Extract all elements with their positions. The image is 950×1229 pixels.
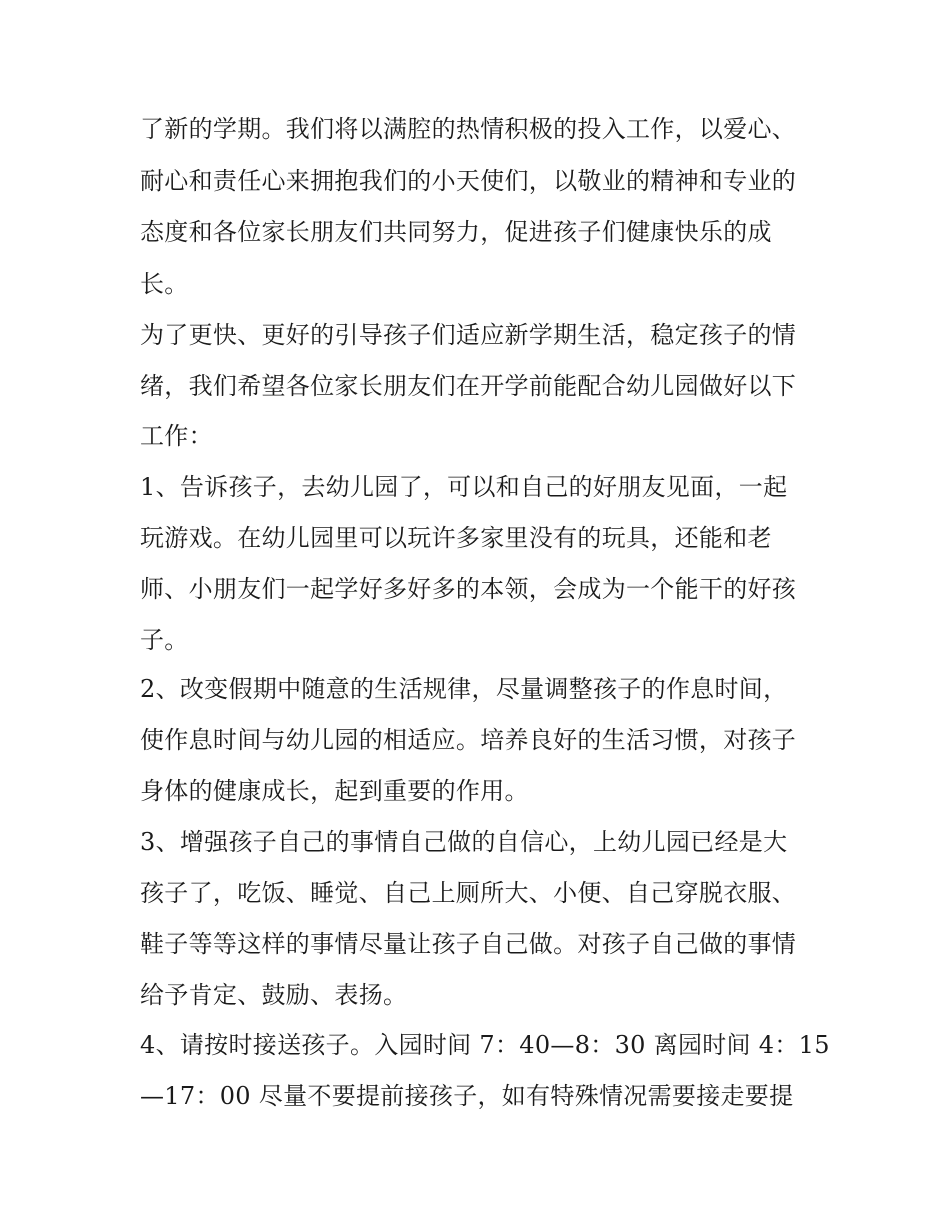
text-line: 3、增强孩子自己的事情自己做的自信心，上幼儿园已经是大: [140, 828, 788, 856]
text-line: 了新的学期。我们将以满腔的热情积极的投入工作，以爱心、: [140, 115, 797, 143]
text-line: 鞋子等等这样的事情尽量让孩子自己做。对孩子自己做的事情: [140, 930, 797, 958]
text-line: 耐心和责任心来拥抱我们的小天使们，以敬业的精神和专业的: [140, 167, 797, 195]
text-line: 2、改变假期中随意的生活规律，尽量调整孩子的作息时间，: [140, 675, 788, 703]
text-line: 4、请按时接送孩子。入园时间 7：40—8：30 离园时间 4：15: [140, 1031, 830, 1059]
text-line: —17：00 尽量不要提前接孩子，如有特殊情况需要接走要提: [140, 1082, 794, 1110]
text-line: 身体的健康成长，起到重要的作用。: [140, 777, 529, 805]
text-line: 师、小朋友们一起学好多好多的本领，会成为一个能干的好孩: [140, 575, 797, 603]
text-line: 为了更快、更好的引导孩子们适应新学期生活，稳定孩子的情: [140, 321, 797, 349]
text-line: 给予肯定、鼓励、表扬。: [140, 981, 408, 1009]
text-line: 绪，我们希望各位家长朋友们在开学前能配合幼儿园做好以下: [140, 372, 797, 400]
text-line: 工作：: [140, 422, 213, 450]
text-line: 玩游戏。在幼儿园里可以玩许多家里没有的玩具，还能和老: [140, 524, 772, 552]
text-line: 态度和各位家长朋友们共同努力，促进孩子们健康快乐的成: [140, 218, 772, 246]
text-line: 1、告诉孩子，去幼儿园了，可以和自己的好朋友见面，一起: [140, 473, 788, 501]
text-line: 孩子了，吃饭、睡觉、自己上厕所大、小便、自己穿脱衣服、: [140, 879, 797, 907]
text-line: 子。: [140, 626, 189, 654]
text-line: 长。: [140, 270, 189, 298]
text-line: 使作息时间与幼儿园的相适应。培养良好的生活习惯，对孩子: [140, 726, 797, 754]
